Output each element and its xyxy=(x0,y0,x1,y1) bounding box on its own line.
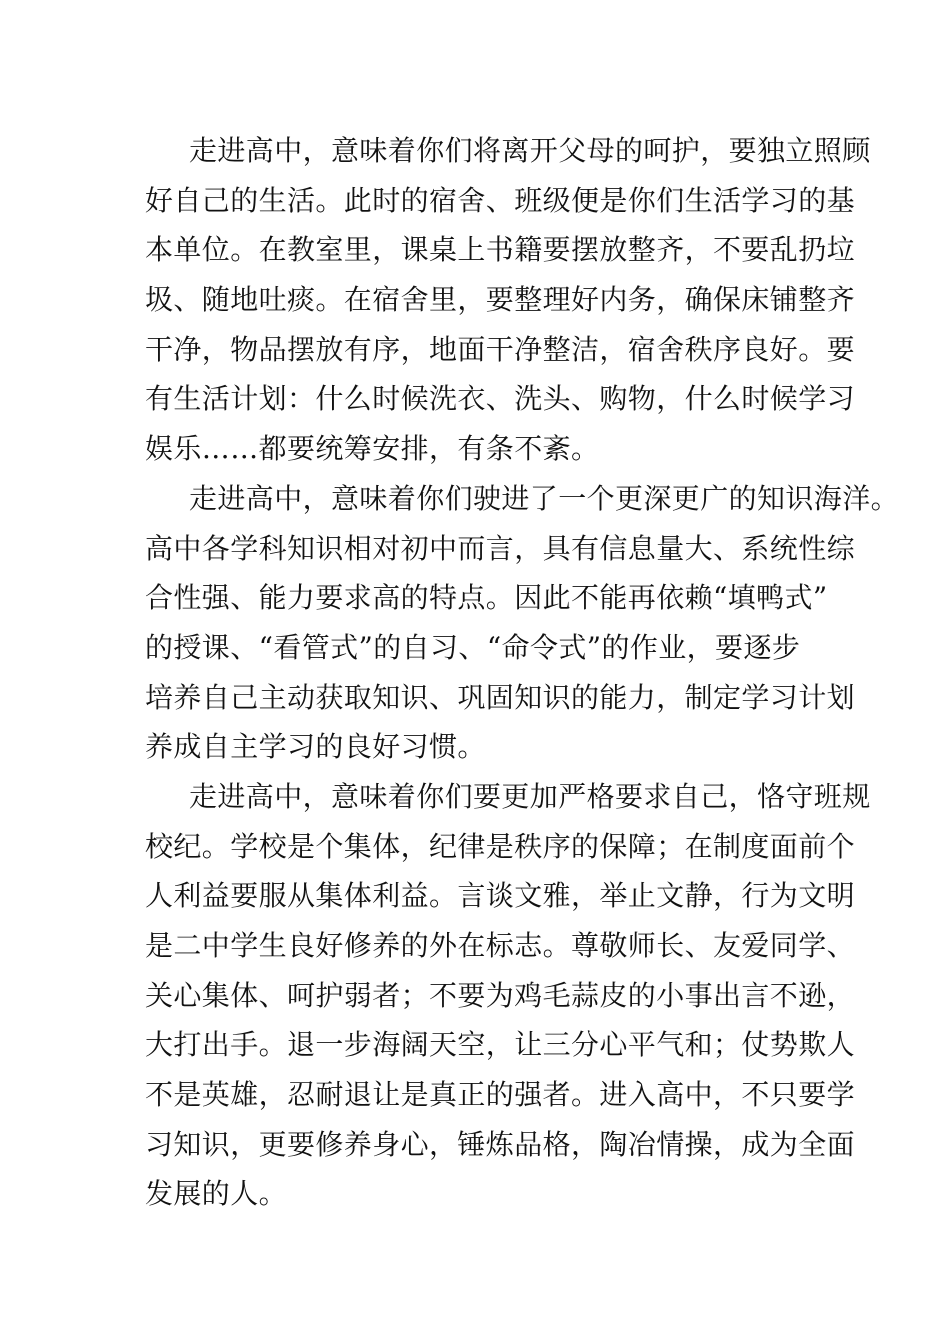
paragraph-line: 高中各学科知识相对初中而言，具有信息量大、系统性综 xyxy=(145,531,856,565)
paragraph-line: 大打出手。退一步海阔天空，让三分心平气和；仗势欺人 xyxy=(145,1028,856,1062)
paragraph-line: 养成自主学习的良好习惯。 xyxy=(145,730,486,764)
paragraph-line: 圾、随地吐痰。在宿舍里，要整理好内务，确保床铺整齐 xyxy=(145,283,856,317)
paragraph-line: 习知识，更要修养身心，锤炼品格，陶冶情操，成为全面 xyxy=(145,1127,856,1161)
paragraph-line: 人利益要服从集体利益。言谈文雅，举止文静，行为文明 xyxy=(145,879,856,913)
paragraph-line: 关心集体、呵护弱者；不要为鸡毛蒜皮的小事出言不逊， xyxy=(145,978,856,1012)
paragraph-line: 有生活计划：什么时候洗衣、洗头、购物，什么时候学习 xyxy=(145,382,856,416)
paragraph-line: 本单位。在教室里，课桌上书籍要摆放整齐，不要乱扔垃 xyxy=(145,233,856,267)
paragraph-line: 的授课、“看管式”的自习、“命令式”的作业，要逐步 xyxy=(145,630,801,664)
paragraph-line: 是二中学生良好修养的外在标志。尊敬师长、友爱同学、 xyxy=(145,929,856,962)
paragraph-line: 不是英雄，忍耐退让是真正的强者。进入高中，不只要学 xyxy=(145,1078,856,1112)
paragraph-line: 走进高中，意味着你们驶进了一个更深更广的知识海洋。 xyxy=(189,481,900,515)
paragraph-line: 干净，物品摆放有序，地面干净整洁，宿舍秩序良好。要 xyxy=(145,332,856,366)
paragraph-line: 走进高中，意味着你们将离开父母的呵护，要独立照顾 xyxy=(189,134,871,167)
paragraph-line: 走进高中，意味着你们要更加严格要求自己，恪守班规 xyxy=(189,779,871,813)
paragraph-2 xyxy=(145,474,900,772)
paragraph-line: 培养自己主动获取知识、巩固知识的能力，制定学习计划 xyxy=(145,680,856,714)
paragraph-line: 合性强、能力要求高的特点。因此不能再依赖“填鸭式” xyxy=(145,581,828,615)
document-body xyxy=(145,126,900,1219)
paragraph-line: 娱乐……都要统筹安排，有条不紊。 xyxy=(145,432,600,466)
paragraph-line: 好自己的生活。此时的宿舍、班级便是你们生活学习的基 xyxy=(145,183,856,217)
paragraph-line: 发展的人。 xyxy=(145,1177,288,1211)
paragraph-3 xyxy=(145,772,871,1219)
paragraph-line: 校纪。学校是个集体，纪律是秩序的保障；在制度面前个 xyxy=(145,829,856,863)
paragraph-1 xyxy=(145,126,871,474)
